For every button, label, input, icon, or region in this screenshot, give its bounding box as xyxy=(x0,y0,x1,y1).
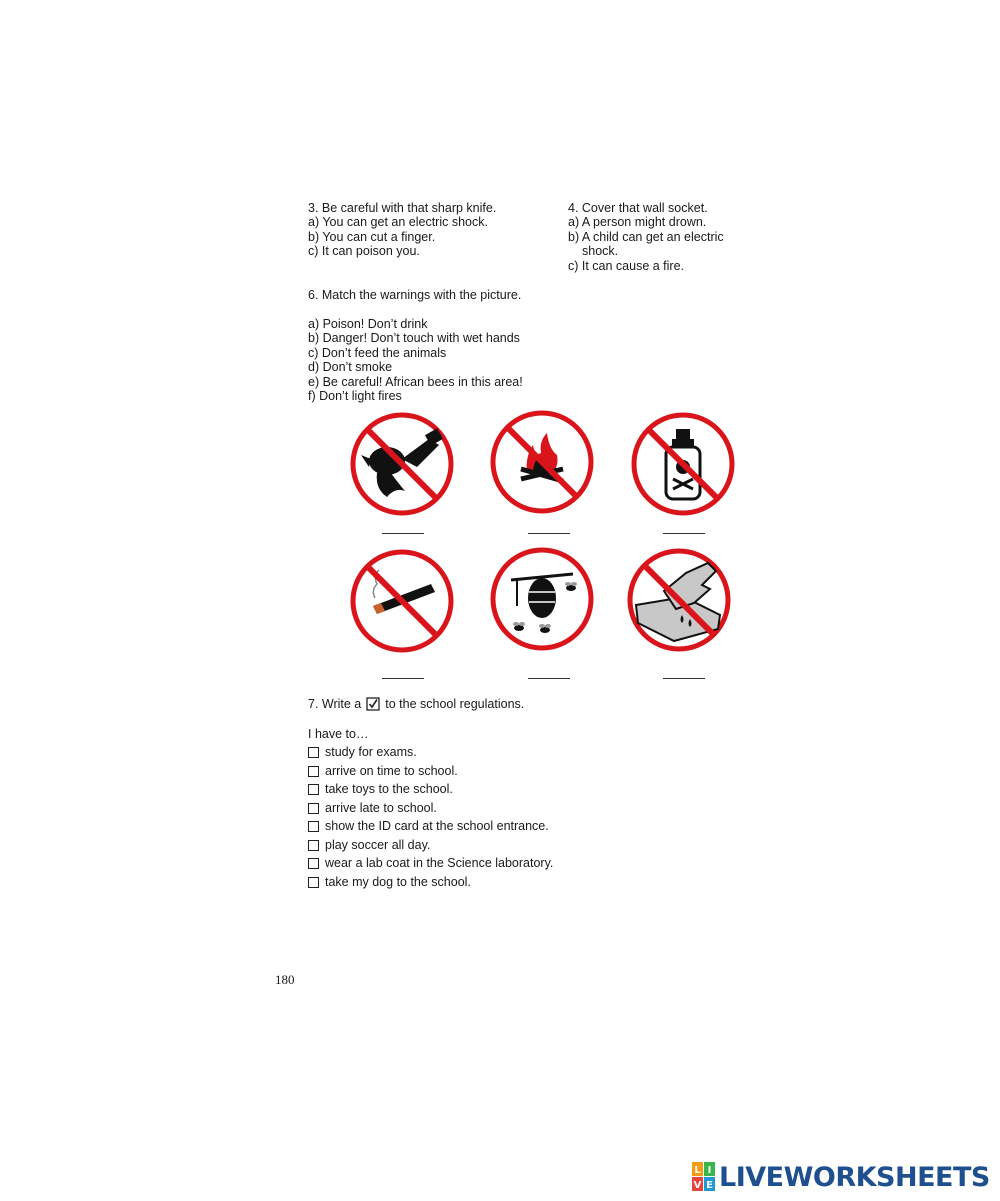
page-number: 180 xyxy=(275,972,295,987)
regulation-item xyxy=(308,800,437,816)
regulation-label: take toys to the school. xyxy=(325,782,453,796)
checkbox[interactable] xyxy=(308,858,319,869)
q3-option-a: a) You can get an electric shock. xyxy=(308,215,488,229)
regulation-item xyxy=(308,781,453,797)
regulation-item xyxy=(308,855,553,871)
q6-option: d) Don’t smoke xyxy=(308,360,393,374)
live-blocks-icon xyxy=(692,1162,716,1192)
logo-letter: I xyxy=(707,1165,712,1176)
answer-blank-3[interactable] xyxy=(663,533,705,534)
answer-blank-6[interactable] xyxy=(663,678,705,679)
regulation-label: study for exams. xyxy=(325,745,417,759)
q4-option-b-cont: shock. xyxy=(582,244,619,258)
regulation-label: show the ID card at the school entrance. xyxy=(325,819,549,833)
regulation-item xyxy=(308,818,549,834)
q6-option: f) Don’t light fires xyxy=(308,389,402,403)
q6-option: c) Don’t feed the animals xyxy=(308,346,447,360)
regulation-label: play soccer all day. xyxy=(325,838,431,852)
answer-blank-2[interactable] xyxy=(528,533,570,534)
checkbox[interactable] xyxy=(308,784,319,795)
q6-title: 6. Match the warnings with the picture. xyxy=(308,288,522,302)
q4-option-b: b) A child can get an electric xyxy=(568,230,724,244)
checkbox[interactable] xyxy=(308,747,319,758)
regulation-item xyxy=(308,837,430,853)
liveworksheets-logo[interactable] xyxy=(692,1160,990,1194)
answer-blank-4[interactable] xyxy=(382,678,424,679)
answer-blank-5[interactable] xyxy=(528,678,570,679)
q4-option-c: c) It can cause a fire. xyxy=(568,259,685,273)
campfire-icon xyxy=(487,407,597,517)
feeding-animal-icon xyxy=(347,409,457,519)
cigarette-icon xyxy=(347,546,457,656)
checked-box-icon xyxy=(366,697,380,711)
regulation-label: take my dog to the school. xyxy=(325,875,471,889)
logo-letter: E xyxy=(706,1180,713,1191)
regulation-label: arrive late to school. xyxy=(325,801,437,815)
regulation-item xyxy=(308,763,458,779)
logo-letter: L xyxy=(694,1165,701,1176)
q3-option-c: c) It can poison you. xyxy=(308,244,420,258)
checkbox[interactable] xyxy=(308,821,319,832)
checkbox[interactable] xyxy=(308,766,319,777)
q4-option-a: a) A person might drown. xyxy=(568,215,707,229)
logo-letter: V xyxy=(693,1180,702,1191)
q6-option: e) Be careful! African bees in this area! xyxy=(308,375,523,389)
q3-option-b: b) You can cut a finger. xyxy=(308,230,436,244)
checkbox[interactable] xyxy=(308,803,319,814)
regulation-label: wear a lab coat in the Science laboratory. xyxy=(325,856,554,870)
brand-name: LIVEWORKSHEETS xyxy=(719,1161,990,1193)
regulation-item xyxy=(308,874,471,890)
q3-question: 3. Be careful with that sharp knife. xyxy=(308,201,497,215)
regulation-label: arrive on time to school. xyxy=(325,764,458,778)
q4-question: 4. Cover that wall socket. xyxy=(568,201,708,215)
q7-title-before: 7. Write a xyxy=(308,697,362,711)
q7-title-after: to the school regulations. xyxy=(385,697,525,711)
beehive-icon xyxy=(487,544,597,654)
q6-option: a) Poison! Don’t drink xyxy=(308,317,428,331)
checkbox[interactable] xyxy=(308,877,319,888)
q7-title xyxy=(308,696,524,712)
wet-hand-socket-icon xyxy=(624,545,734,655)
checkbox[interactable] xyxy=(308,840,319,851)
answer-blank-1[interactable] xyxy=(382,533,424,534)
poison-bottle-icon xyxy=(628,409,738,519)
regulation-item xyxy=(308,744,417,760)
q6-option: b) Danger! Don’t touch with wet hands xyxy=(308,331,520,345)
q7-intro: I have to… xyxy=(308,727,369,741)
